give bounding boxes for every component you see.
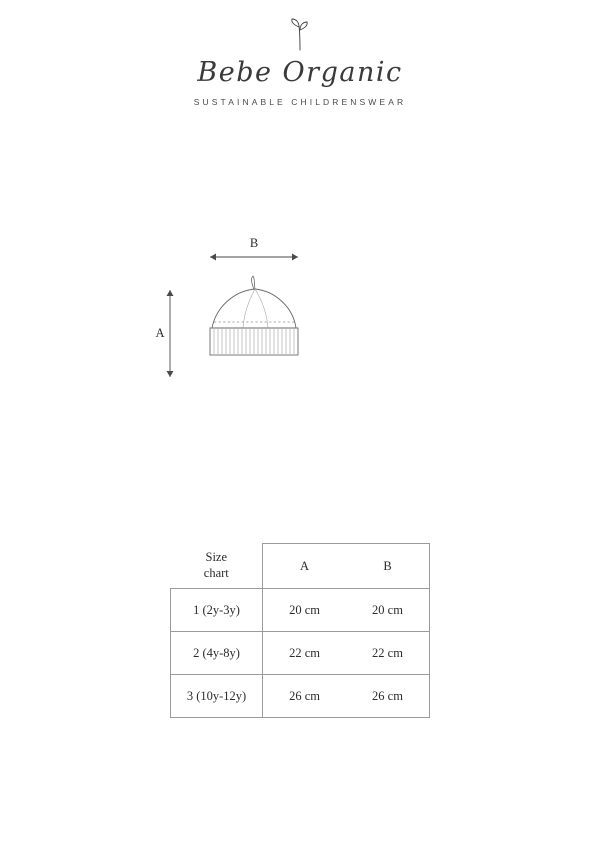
size-chart-table [170, 543, 430, 718]
brand-name: Bebe Organic [197, 57, 403, 88]
row-size-label: 3 (10y-12y) [171, 675, 263, 718]
row-size-label: 1 (2y-3y) [171, 589, 263, 632]
knit-beanie-hat-illustration [210, 276, 298, 355]
product-diagram [0, 232, 600, 402]
table-header-row [171, 544, 430, 589]
leaf-sprig-icon [280, 18, 320, 52]
brand-tagline: SUSTAINABLE CHILDRENSWEAR [193, 96, 407, 107]
row-value-b: 26 cm [346, 675, 430, 718]
row-size-label: 2 (4y-8y) [171, 632, 263, 675]
size-chart-header [171, 544, 263, 589]
dimension-arrow-width [210, 254, 298, 261]
row-value-a: 22 cm [263, 632, 346, 675]
row-value-b: 22 cm [346, 632, 430, 675]
dimension-label-b: B [249, 236, 259, 250]
table-row [171, 675, 430, 718]
brand-header [0, 18, 600, 107]
table-row [171, 589, 430, 632]
table-row [171, 632, 430, 675]
row-value-a: 20 cm [263, 589, 346, 632]
size-chart-header-line1: Size [205, 550, 228, 565]
size-chart-header-line2: chart [203, 565, 229, 580]
row-value-b: 20 cm [346, 589, 430, 632]
size-chart [170, 543, 430, 718]
column-header-b: B [346, 544, 430, 589]
dimension-label-a: A [155, 326, 165, 340]
column-header-a: A [263, 544, 346, 589]
row-value-a: 26 cm [263, 675, 346, 718]
dimension-arrow-height [167, 290, 174, 377]
